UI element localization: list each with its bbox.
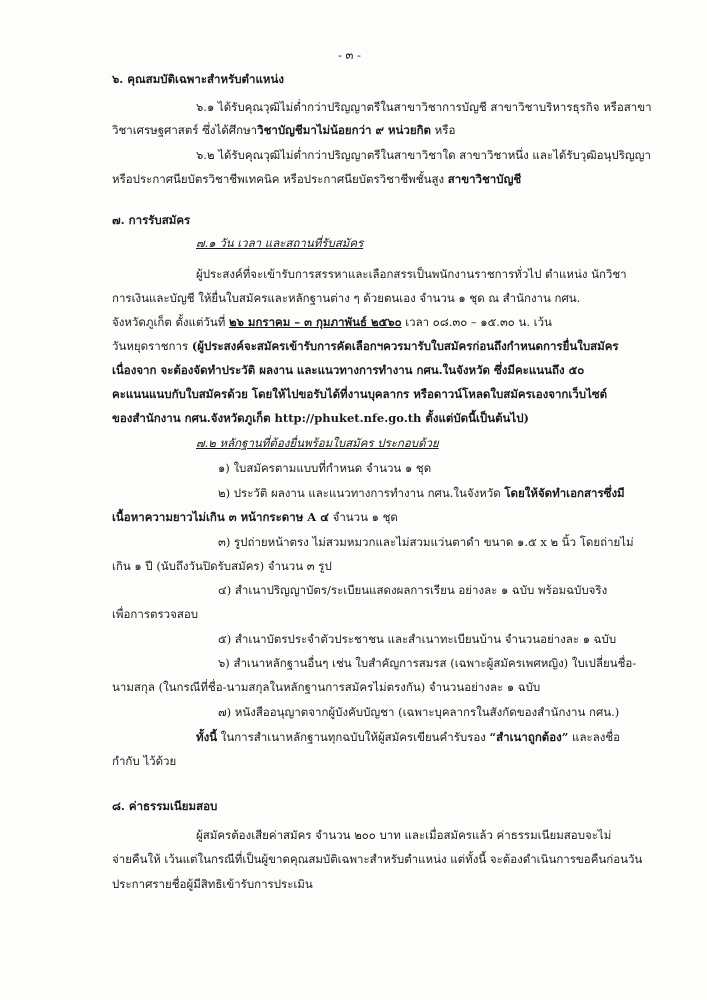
section-7-1-para-line-6: คะแนนแนบกับใบสมัครด้วย โดยให้ไปขอรับได้ที่งานบุคลากร หรือดาวน์โหลดใบสมัครเองจากเว็บไซต์ xyxy=(112,387,608,401)
section-7-1-subheading: ๗.๑ วัน เวลา และสถานที่รับสมัคร xyxy=(196,236,364,250)
evidence-item-2-line-2: เนื้อหาความยาวไม่เกิน ๓ หน้ากระดาษ A ๔ จำนวน ๑ ชุด xyxy=(112,510,398,524)
evidence-item-4-line-2: เพื่อการตรวจสอบ xyxy=(112,607,199,621)
evidence-item-3-line-1: ๓) รูปถ่ายหน้าตรง ไม่สวมหมวกและไม่สวมแว่นตาดำ ขนาด ๑.๕ x ๒ นิ้ว โดยถ่ายไม่ xyxy=(218,535,634,549)
section-6-line-2: วิชาเศรษฐศาสตร์ ซึ่งได้ศึกษาวิชาบัญชีมาไม่น้อยกว่า ๙ หน่วยกิต หรือ xyxy=(112,123,456,137)
section-8-heading: ๘. ค่าธรรมเนียมสอบ xyxy=(112,799,218,813)
evidence-item-6-line-1: ๖) สำเนาหลักฐานอื่นๆ เช่น ใบสำคัญการสมรส (เฉพาะผู้สมัครเพศหญิง) ใบเปลี่ยนชื่อ- xyxy=(218,656,637,670)
section-7-1-para-line-7: ของสำนักงาน กศน.จังหวัดภูเก็ต http://phuket.nfe.go.th ตั้งแต่บัดนี้เป็นต้นไป) xyxy=(112,411,529,425)
section-7-heading: ๗. การรับสมัคร xyxy=(112,213,191,227)
section-7-2-subheading: ๗.๒ หลักฐานที่ต้องยื่นพร้อมใบสมัคร ประกอบด้วย xyxy=(196,436,439,450)
evidence-item-7: ๗) หนังสืออนุญาตจากผู้บังคับบัญชา (เฉพาะบุคลากรในสังกัดของสำนักงาน กศน.) xyxy=(218,705,620,719)
section-7-note-line-1: ทั้งนี้ ในการสำเนาหลักฐานทุกฉบับให้ผู้สมัครเขียนคำรับรอง “สำเนาถูกต้อง” และลงชื่อ xyxy=(196,730,621,744)
section-6-heading: ๖. คุณสมบัติเฉพาะสำหรับตำแหน่ง xyxy=(112,72,284,86)
page-number: - ๓ - xyxy=(338,48,361,62)
section-6-line-4: หรือประกาศนียบัตรวิชาชีพเทคนิค หรือประกาศนียบัตรวิชาชีพชั้นสูง สาขาวิชาบัญชี xyxy=(112,172,522,186)
section-7-1-para-line-1: ผู้ประสงค์ที่จะเข้ารับการสรรหาและเลือกสรรเป็นพนักงานราชการทั่วไป ตำแหน่ง นักวิชา xyxy=(196,267,627,281)
section-7-1-para-line-2: การเงินและบัญชี ให้ยื่นใบสมัครและหลักฐานต่าง ๆ ด้วยตนเอง จำนวน ๑ ชุด ณ สำนักงาน กศน. xyxy=(112,291,581,305)
section-8-line-2: จ่ายคืนให้ เว้นแต่ในกรณีที่เป็นผู้ขาดคุณสมบัติเฉพาะสำหรับตำแหน่ง แต่ทั้งนี้ จะต้องดำเนินการขอคืนก่อนวัน xyxy=(112,852,643,866)
section-7-1-para-line-3: จังหวัดภูเก็ต ตั้งแต่วันที่ ๒๖ มกราคม – ๓ กุมภาพันธ์ ๒๕๖๐ เวลา ๐๘.๓๐ – ๑๕.๓๐ น. เว้น xyxy=(112,315,552,329)
section-8-line-3: ประกาศรายชื่อผู้มีสิทธิเข้ารับการประเมิน xyxy=(112,877,313,891)
section-7-note-line-2: กำกับ ไว้ด้วย xyxy=(112,754,177,768)
evidence-item-1: ๑) ใบสมัครตามแบบที่กำหนด จำนวน ๑ ชุด xyxy=(218,461,432,475)
section-7-1-para-line-4: วันหยุดราชการ (ผู้ประสงค์จะสมัครเข้ารับการคัดเลือกฯควรมารับใบสมัครก่อนถึงกำหนดการยื่นใบสมัคร xyxy=(112,339,619,353)
section-7-1-para-line-5: เนื่องจาก จะต้องจัดทำประวัติ ผลงาน และแนวทางการทำงาน กศน.ในจังหวัด ซึ่งมีคะแนนถึง ๕๐ xyxy=(112,363,585,377)
evidence-item-3-line-2: เกิน ๑ ปี (นับถึงวันปิดรับสมัคร) จำนวน ๓ รูป xyxy=(112,559,332,573)
evidence-item-4-line-1: ๔) สำเนาปริญญาบัตร/ระเบียนแสดงผลการเรียน อย่างละ ๑ ฉบับ พร้อมฉบับจริง xyxy=(218,583,608,597)
section-8-line-1: ผู้สมัครต้องเสียค่าสมัคร จำนวน ๒๐๐ บาท และเมื่อสมัครแล้ว ค่าธรรมเนียมสอบจะไม่ xyxy=(196,828,612,842)
evidence-item-6-line-2: นามสกุล (ในกรณีที่ชื่อ-นามสกุลในหลักฐานการสมัครไม่ตรงกัน) จำนวนอย่างละ ๑ ฉบับ xyxy=(112,680,541,694)
evidence-item-2-line-1: ๒) ประวัติ ผลงาน และแนวทางการทำงาน กศน.ในจังหวัด โดยให้จัดทำเอกสารซึ่งมี xyxy=(218,486,625,500)
section-6-line-3: ๖.๒ ได้รับคุณวุฒิไม่ต่ำกว่าปริญญาตรีในสาขาวิชาใด สาขาวิชาหนึ่ง และได้รับวุฒิอนุปริญญา xyxy=(196,148,651,162)
section-6-line-1: ๖.๑ ได้รับคุณวุฒิไม่ต่ำกว่าปริญญาตรีในสาขาวิชาการบัญชี สาขาวิชาบริหารธุรกิจ หรือสาขา xyxy=(196,100,652,114)
evidence-item-5: ๕) สำเนาบัตรประจำตัวประชาชน และสำเนาทะเบียนบ้าน จำนวนอย่างละ ๑ ฉบับ xyxy=(218,632,617,646)
